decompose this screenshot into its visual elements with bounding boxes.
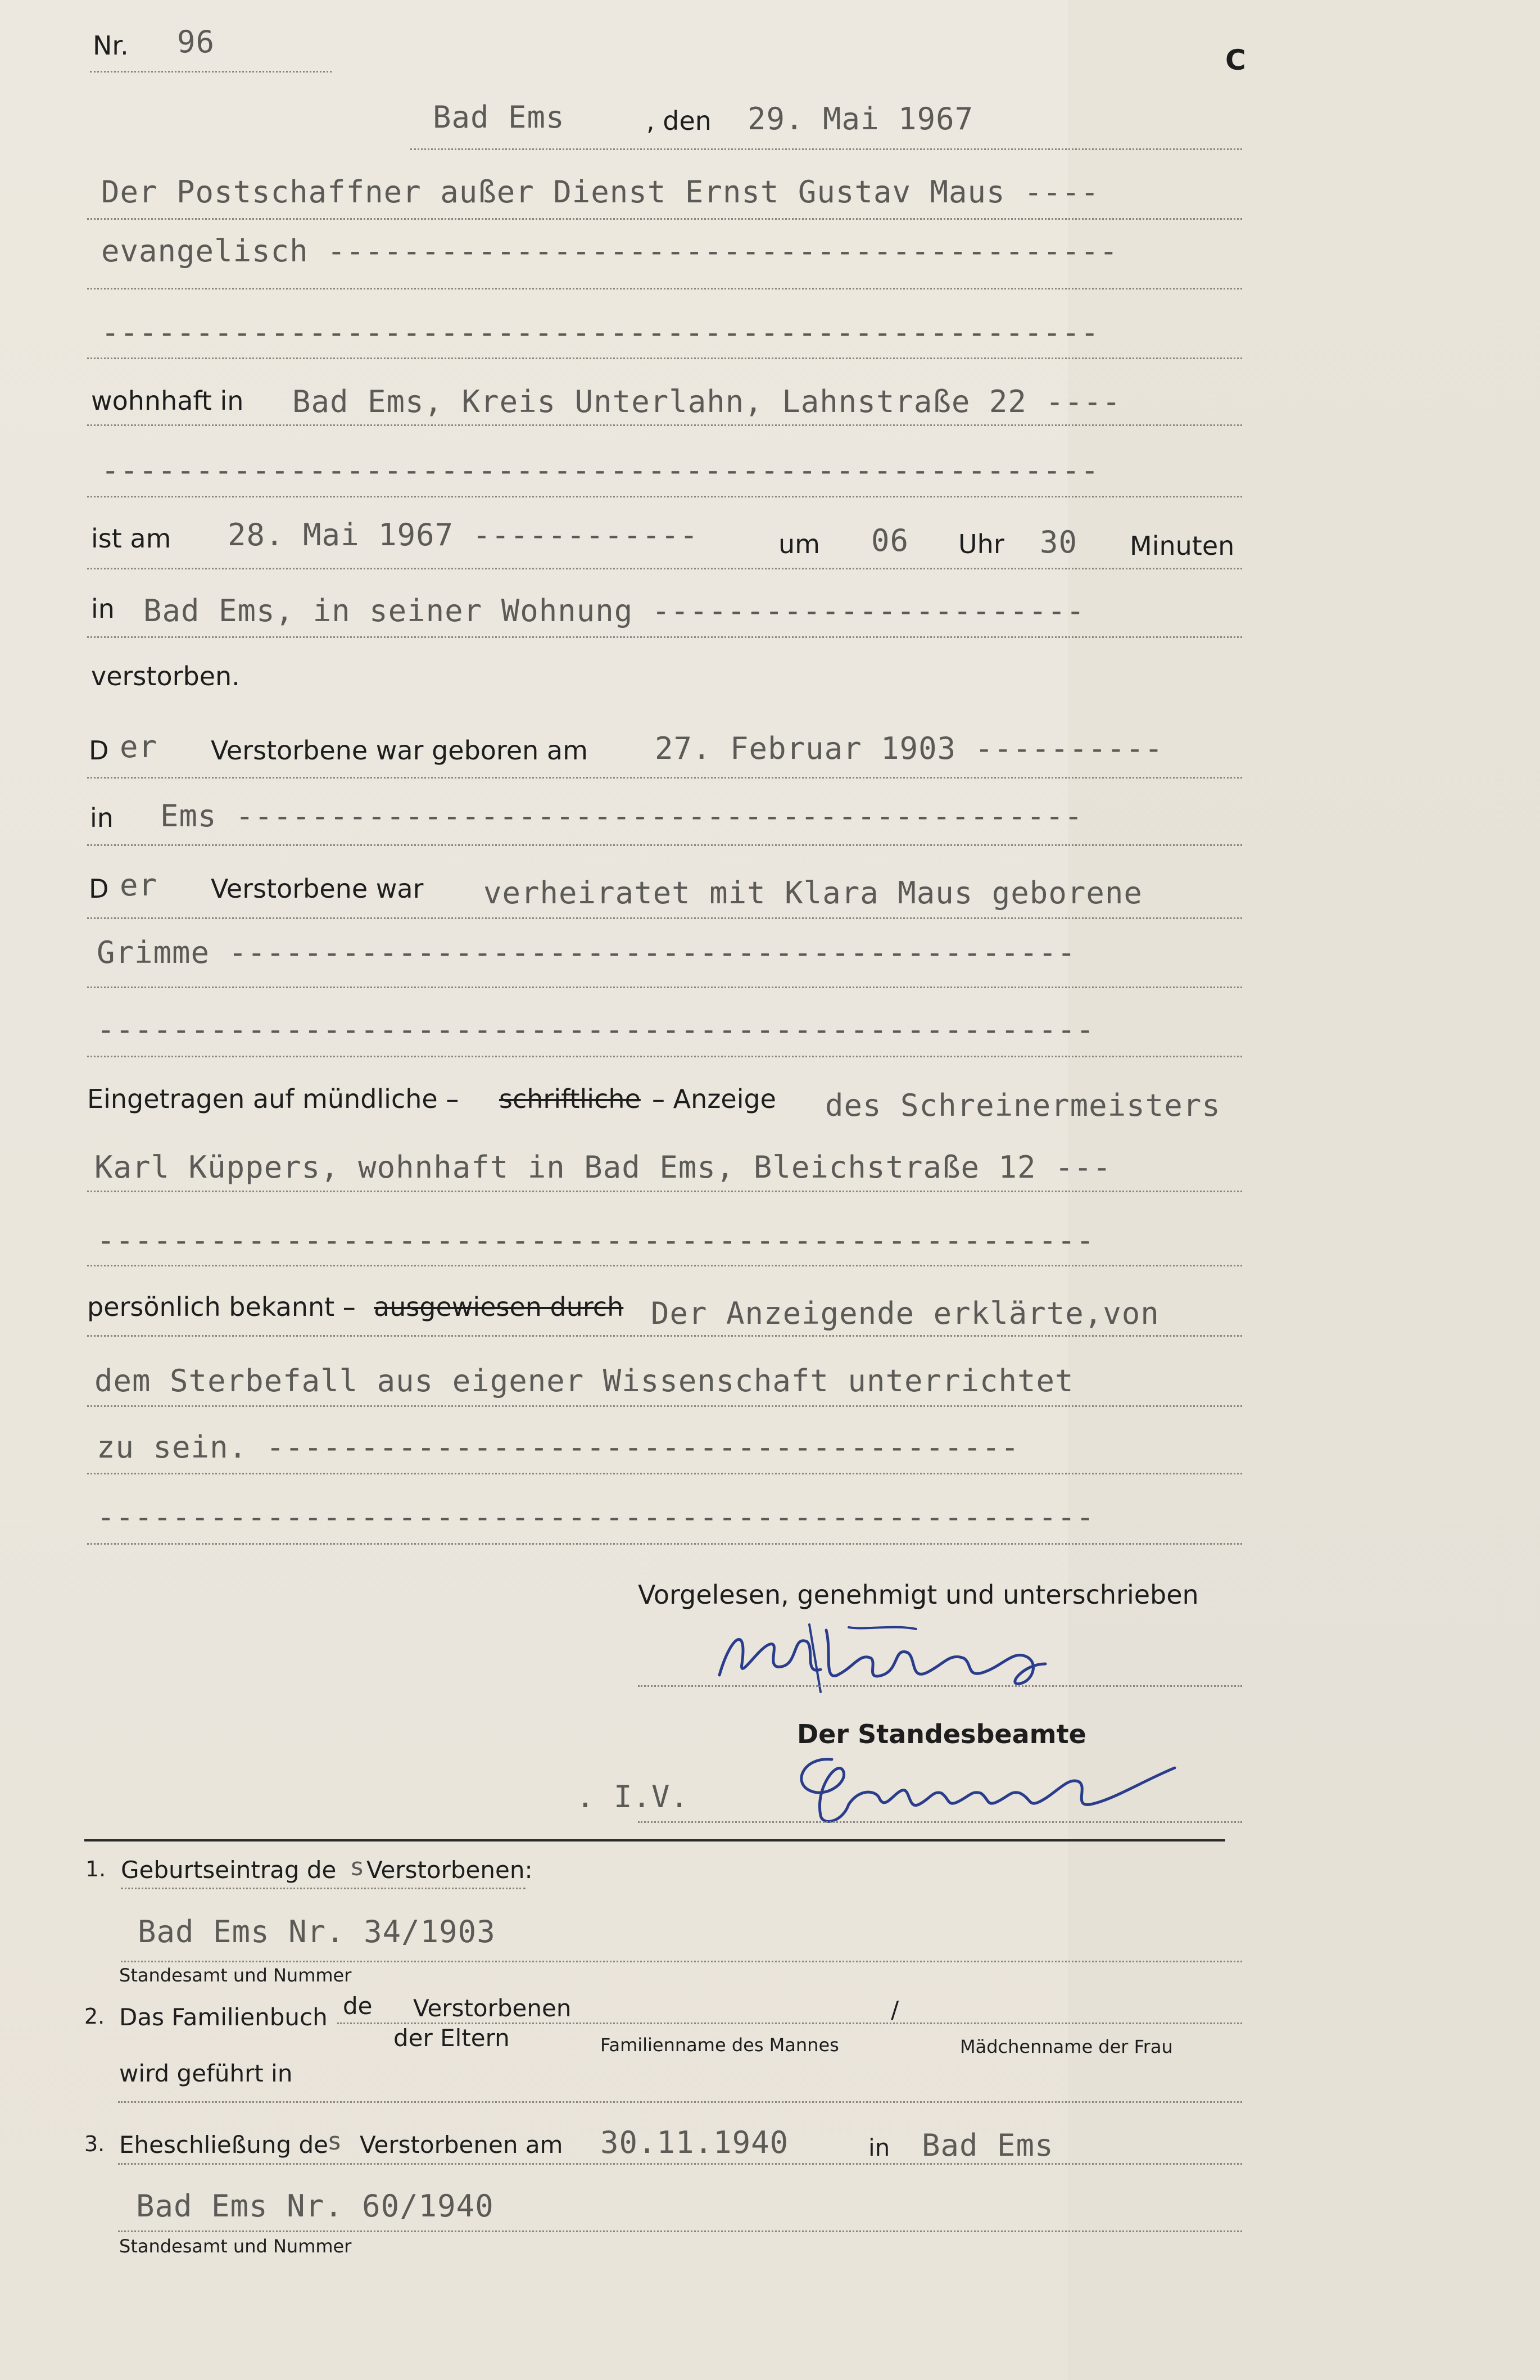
nr-label: Nr. xyxy=(93,30,129,61)
rule xyxy=(87,987,1242,988)
iv-label: . I.V. xyxy=(576,1779,690,1815)
rule xyxy=(87,424,1242,426)
identity-line-4: ----------------------------------------------------- xyxy=(97,1499,1095,1535)
rule xyxy=(87,1405,1242,1407)
birth-label: Verstorbene war geboren am xyxy=(211,735,588,766)
rule xyxy=(87,636,1242,638)
footnote-3-label-a: Eheschließung de xyxy=(119,2131,328,2159)
rule xyxy=(121,1961,1242,1962)
report-line-3: ----------------------------------------------------- xyxy=(97,1223,1095,1258)
person-line-1: Der Postschaffner außer Dienst Ernst Gustav Maus ---- xyxy=(101,174,1100,210)
rule xyxy=(87,844,1242,846)
birth-place: Ems --------------------------------------------- xyxy=(160,798,1084,834)
death-place: Bad Ems, in seiner Wohnung ----------------------- xyxy=(143,593,1085,628)
person-line-2: evangelisch ------------------------------------------ xyxy=(101,233,1118,269)
footnote-1-typed-s: s xyxy=(350,1853,365,1881)
header-date: 29. Mai 1967 xyxy=(748,101,974,137)
footnote-2-verstorbenen: Verstorbenen xyxy=(413,1994,572,2022)
residence-value: Bad Ems, Kreis Unterlahn, Lahnstraße 22 ---- xyxy=(292,384,1121,419)
marital-article-suffix: er xyxy=(120,867,158,903)
ist-am-label: ist am xyxy=(91,523,171,554)
birth-in-label: in xyxy=(90,803,114,833)
read-approved-label: Vorgelesen, genehmigt und unterschrieben xyxy=(638,1580,1199,1610)
marital-value: verheiratet mit Klara Maus geborene xyxy=(483,875,1143,911)
report-struck-option: schriftliche xyxy=(499,1084,641,1114)
rule xyxy=(87,917,1242,919)
nr-value: 96 xyxy=(177,24,215,60)
header-place: Bad Ems xyxy=(433,99,565,135)
death-in-label: in xyxy=(91,594,115,624)
rule xyxy=(118,2230,1242,2232)
footnote-3-typed-s: s xyxy=(327,2127,343,2156)
rule xyxy=(87,496,1242,497)
identity-label-start: persönlich bekannt – xyxy=(87,1292,356,1322)
rule xyxy=(87,1543,1242,1545)
rule xyxy=(118,2163,1242,2165)
rule xyxy=(87,358,1242,359)
footnote-3-number: 3. xyxy=(84,2132,105,2156)
person-line-3: ----------------------------------------------------- xyxy=(101,315,1100,350)
residence-line-2: ----------------------------------------------------- xyxy=(101,453,1100,488)
footer-separator xyxy=(84,1839,1225,1841)
form-letter: C xyxy=(1225,44,1246,76)
registrar-signature xyxy=(781,1737,1197,1832)
marriage-place: Bad Ems xyxy=(922,2128,1054,2163)
rule xyxy=(87,288,1242,289)
footnote-3-caption: Standesamt und Nummer xyxy=(119,2236,352,2257)
footnote-1-label-b: Verstorbenen: xyxy=(366,1856,533,1884)
date-underline xyxy=(410,148,1242,150)
rule xyxy=(87,568,1242,569)
uhr-label: Uhr xyxy=(958,529,1004,559)
footnote-2-caption-wife: Mädchenname der Frau xyxy=(960,2036,1173,2057)
report-value-1: des Schreinermeisters xyxy=(825,1088,1221,1123)
official-label: Der Standesbeamte xyxy=(797,1719,1086,1749)
marriage-date: 30.11.1940 xyxy=(600,2125,789,2160)
den-label: , den xyxy=(646,106,712,136)
footnote-1-label-a: Geburtseintrag de xyxy=(121,1856,337,1884)
birth-record-number: Bad Ems Nr. 34/1903 xyxy=(138,1914,496,1949)
minuten-label: Minuten xyxy=(1130,531,1235,561)
rule xyxy=(87,1473,1242,1474)
footnote-2-caption-husband: Familienname des Mannes xyxy=(600,2034,839,2056)
rule xyxy=(87,1265,1242,1266)
rule xyxy=(87,1335,1242,1337)
identity-value-1: Der Anzeigende erklärte,von xyxy=(651,1296,1159,1331)
nr-underline xyxy=(90,71,332,73)
marital-d-prefix: D xyxy=(89,874,109,904)
um-label: um xyxy=(778,529,820,559)
birth-d-prefix: D xyxy=(89,735,109,766)
footnote-2-eltern: der Eltern xyxy=(393,2024,510,2052)
report-label-start: Eingetragen auf mündliche – xyxy=(87,1084,459,1114)
marital-line-2: Grimme --------------------------------------------- xyxy=(97,935,1076,970)
birth-article-suffix: er xyxy=(120,729,158,764)
signature-line xyxy=(638,1821,1242,1823)
rule xyxy=(87,1191,1242,1192)
rule xyxy=(87,1056,1242,1057)
report-label-end: – Anzeige xyxy=(652,1084,776,1114)
verstorben-label: verstorben. xyxy=(91,661,240,691)
footnote-2-wird: wird geführt in xyxy=(119,2060,293,2087)
rule xyxy=(87,777,1242,779)
death-minutes: 30 xyxy=(1040,524,1078,560)
footnote-1-caption: Standesamt und Nummer xyxy=(119,1965,352,1986)
footnote-2-number: 2. xyxy=(84,2004,105,2029)
rule xyxy=(87,218,1242,220)
birth-date: 27. Februar 1903 ---------- xyxy=(655,731,1163,766)
identity-struck-option: ausgewiesen durch xyxy=(374,1292,624,1322)
death-date: 28. Mai 1967 ------------ xyxy=(228,517,699,553)
footnote-2-label: Das Familienbuch xyxy=(119,2003,328,2031)
marital-line-3: ----------------------------------------------------- xyxy=(97,1012,1095,1047)
identity-value-2: dem Sterbefall aus eigener Wissenschaft unterrichtet xyxy=(94,1363,1074,1399)
residence-label: wohnhaft in xyxy=(91,386,244,416)
footnote-2-slash: / xyxy=(891,1996,899,2024)
death-hour: 06 xyxy=(871,523,909,558)
footnote-3-in: in xyxy=(868,2134,890,2161)
marital-label: Verstorbene war xyxy=(211,874,424,904)
rule xyxy=(118,2101,1242,2103)
footnote-1-number: 1. xyxy=(85,1857,106,1881)
rule xyxy=(121,1888,526,1889)
signature-line xyxy=(638,1685,1242,1687)
report-value-2: Karl Küppers, wohnhaft in Bad Ems, Bleichstraße 12 --- xyxy=(94,1150,1112,1185)
footnote-2-de: de xyxy=(343,1992,373,2020)
marriage-record-number: Bad Ems Nr. 60/1940 xyxy=(136,2188,494,2224)
footnote-3-label-b: Verstorbenen am xyxy=(360,2131,563,2159)
identity-value-3: zu sein. ---------------------------------------- xyxy=(97,1429,1020,1465)
